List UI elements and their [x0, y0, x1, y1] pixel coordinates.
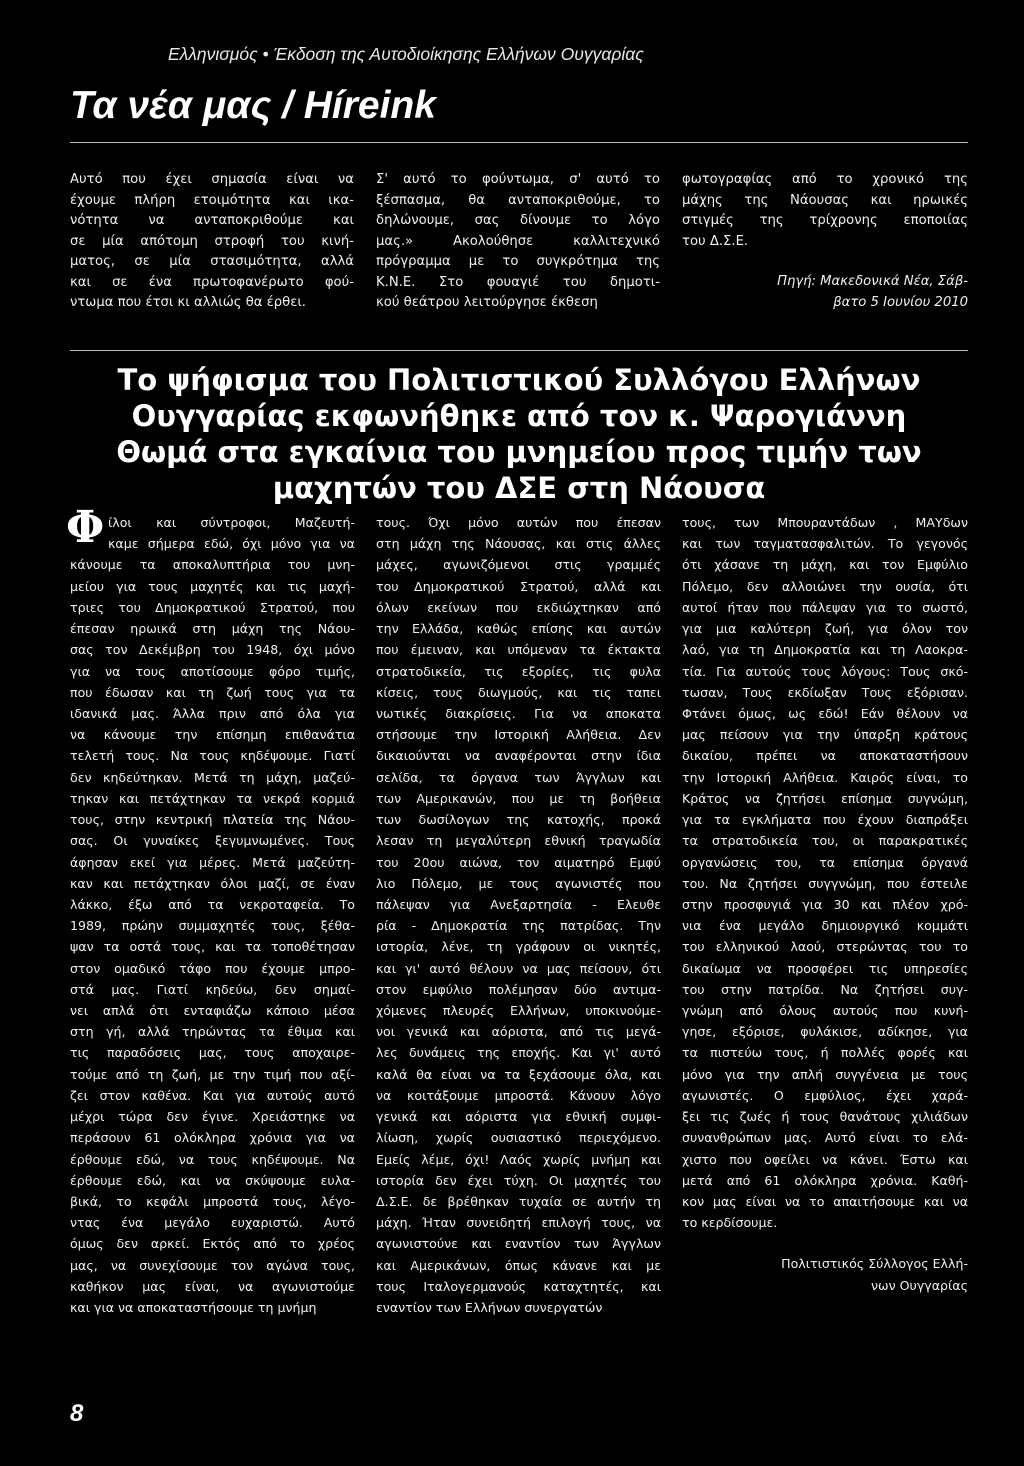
- article-column-2-line: την Ελλάδα, καθώς επίσης και αυτών: [376, 621, 661, 637]
- article-column-2-line: σελίδα, τα όργανα των Άγγλων και: [376, 769, 661, 785]
- article-column-3-text-line: και των ταγματασφαλιτών. Το γεγονός: [682, 536, 968, 552]
- article-column-2-line: χόμενες πλευρές Ελλήνων, υποκινούμε-: [376, 1003, 661, 1019]
- source-credit-line-2: βατο 5 Ιουνίου 2010: [833, 294, 968, 310]
- prev-article-column-1-line: σε μία απότομη στροφή του κινή-: [70, 233, 354, 249]
- article-column-3-text-line: Πόλεμο, δεν αλλοιώνει την ουσία, ότι: [682, 578, 968, 594]
- article-column-2-line: του Δημοκρατικού Στρατού, αλλά και: [376, 578, 661, 594]
- article-column-1-line: μέχρι τώρα δεν έγινε. Χρειάστηκε να: [70, 1109, 355, 1125]
- article-column-1-line: που έδωσαν και τη ζωή τους για τα: [70, 684, 355, 700]
- publication-title: Ελληνισμός • Έκδοση της Αυτοδιοίκησης Ελλήνων Ουγγαρίας: [168, 44, 644, 64]
- article-column-1-line: και για να αποκαταστήσουμε τη μνήμη: [70, 1300, 317, 1316]
- article-column-3-text-line: τα πιστεύω τους, ή πολλές φορές και: [682, 1045, 968, 1061]
- article-column-3-text-line: Κράτος να ζητήσει επίσημα συγνώμη,: [682, 790, 968, 806]
- article-column-1-line: τελετή τους. Να τους κηδέψουμε. Γιατί: [70, 748, 355, 764]
- article-column-2-line: γενικά και αόριστα για εθνική συμφι-: [376, 1109, 661, 1125]
- article-column-3-text-line: το κερδίσουμε.: [682, 1215, 778, 1231]
- article-column-1-line: καμε σήμερα εδώ, όχι μόνο για να: [108, 536, 355, 552]
- article-column-2-line: στον εμφύλιο πολέμησαν δύο αντιμα-: [376, 981, 661, 997]
- article-column-1-line: τις παραδόσεις μας, τους αποχαιρε-: [70, 1045, 355, 1061]
- article-column-2-line: και γι' αυτό θέλουν να μας πείσουν, ότι: [376, 960, 661, 976]
- signature-line-1: Πολιτιστικός Σύλλογος Ελλή-: [781, 1256, 968, 1272]
- article-column-1-line: μείου για τους μαχητές και τις μαχή-: [70, 578, 355, 594]
- prev-article-column-1-line: Αυτό που έχει σημασία είναι να: [70, 172, 354, 187]
- article-column-3-text-line: δικαίωμα να προσφέρει τις υπηρεσίες: [682, 960, 968, 976]
- article-column-1-line: τους, στην κεντρική πλατεία της Νάου-: [70, 812, 355, 828]
- article-column-1-line: έπεσαν ηρωικά στη μάχη της Νάου-: [70, 621, 355, 637]
- prev-article-column-1-line: ματος, σε μία στασιμότητα, αλλά: [70, 254, 354, 269]
- article-column-1-line: δεν κηδεύτηκαν. Μετά τη μάχη, μαζεύ-: [70, 769, 355, 785]
- article-column-3-text-line: συνανθρώπων μας. Αυτό είναι το ελά-: [682, 1130, 968, 1146]
- prev-article-column-2-line: Κ.Ν.Ε. Στο φουαγιέ του δημοτι-: [376, 274, 660, 290]
- article-column-2-line: ρία - Δημοκρατία της πατρίδας. Την: [376, 918, 661, 934]
- prev-article-column-1: [70, 170, 354, 314]
- prev-article-column-1-line: ντωμα που έτσι κι αλλιώς θα έρθει.: [70, 295, 307, 310]
- article-column-3-text-line: του ελληνικού λαού, στερώντας του το: [682, 939, 968, 955]
- article-column-1-line: άφησαν εκεί για μέρες. Μετά μαζεύτη-: [70, 854, 355, 870]
- prev-article-column-1-line: νότητα να ανταποκριθούμε και: [70, 213, 354, 228]
- article-headline-line: Ουγγαρίας εκφωνήθηκε από τον κ. Ψαρογιάννη: [131, 399, 907, 433]
- article-column-2-line: κίσεις, τους διωγμούς, και τις ταπει: [376, 684, 661, 700]
- article-column-2-line: δικαιούνται να αναφέρονται στην ίδια: [376, 748, 661, 764]
- article-column-2-line: τους. Όχι μόνο αυτών που έπεσαν: [376, 515, 661, 530]
- article-column-2-line: στη μάχη της Νάουσας, και στις άλλες: [376, 536, 661, 552]
- article-column-2-line: εναντίον των Ελλήνων συνεργατών: [376, 1300, 603, 1316]
- article-column-1-line: λάκκο, έξω από τα νεκροταφεία. Το: [70, 896, 355, 912]
- drop-cap: Φ: [66, 502, 105, 553]
- article-column-1-line: 1989, πρώην συμμαχητές τους, ξέθα-: [70, 918, 355, 934]
- article-column-3-text-line: ξει τις ζωές ή τους θανάτους χιλιάδων: [682, 1109, 968, 1125]
- article-column-1-line: τριες του Δημοκρατικού Στρατού, που: [70, 599, 355, 615]
- article-column-3-text-line: λαό, για τη Δημοκρατία και τη Λαοκρα-: [682, 642, 968, 658]
- prev-article-column-3: [682, 170, 968, 313]
- article-column-2-line: ιστορία, λένε, τη γράφουν οι νικητές,: [376, 939, 661, 955]
- article-column-1-line: νει απλά ότι ενταφιάζω κάποιο μέσα: [70, 1003, 355, 1019]
- article-column-3-text-line: του στην πατρίδα. Να ζητήσει συγ-: [682, 981, 968, 997]
- article-column-3-text-line: για μια καλύτερη ζωή, για όλον τον: [682, 621, 968, 637]
- prev-article-column-3-text-line: φωτογραφίας από το χρονικό της: [682, 172, 968, 187]
- article-column-2-line: στήσουμε την Ιστορική Αλήθεια. Δεν: [376, 727, 661, 743]
- article-column-3: [682, 512, 968, 1296]
- prev-article-column-1-line: έχουμε πλήρη ετοιμότητα και ικα-: [70, 192, 354, 208]
- prev-article-column-3-text-line: μάχης της Νάουσας και ηρωικές: [682, 192, 968, 208]
- article-column-1-line: ιδανικά μας. Άλλα πριν από όλα για: [70, 705, 355, 721]
- article-column-2-line: λίωση, χωρίς ουσιαστικό περιεχόμενο.: [376, 1130, 661, 1146]
- prev-article-column-2-line: κού θεάτρου λειτούργησε έκθεση: [376, 295, 598, 310]
- article-column-2-line: νοι γενικά και αόριστα, από τις μεγά-: [376, 1024, 661, 1040]
- article-column-3-text-line: μόνο για την απλή συγγένεια με τους: [682, 1066, 968, 1082]
- article-column-2-line: Εμείς λέμε, όχι! Λαός χωρίς μνήμη και: [376, 1151, 661, 1167]
- article-column-2-line: αγωνιστούνε και εναντίον των Άγγλων: [376, 1236, 661, 1252]
- prev-article-column-2-line: μας.» Ακολούθησε καλλιτεχνικό: [376, 233, 660, 249]
- article-column-1-line: τηκαν και πετάχτηκαν τα νεκρά κορμιά: [70, 790, 355, 806]
- article-column-3-text-line: τα στρατοδικεία του, οι παρακρατικές: [682, 833, 968, 849]
- source-credit-line-1: Πηγή: Μακεδονικά Νέα, Σάβ-: [777, 274, 968, 289]
- article-column-1-line: κάνουμε τα αποκαλυπτήρια του μνη-: [70, 557, 355, 573]
- prev-article-column-2-line: πρόγραμμα με το συγκρότημα της: [376, 254, 660, 269]
- article-column-2-line: Δ.Σ.Ε. δε βρέθηκαν τυχαία σε αυτήν τη: [376, 1194, 661, 1209]
- article-column-1-line: περάσουν 61 ολόκληρα χρόνια για να: [70, 1130, 355, 1146]
- article-headline-line: Το ψήφισμα του Πολιτιστικού Συλλόγου Ελλήνων: [117, 363, 921, 397]
- article-column-2-line: των δωσίλογων της κατοχής, προκά: [376, 812, 661, 828]
- article-column-1-line: σας. Οι γυναίκες ξεγυμνωμένες. Τους: [70, 833, 355, 849]
- article-column-2-line: ιστορία δεν έχει τύχη. Οι μαχητές του: [376, 1172, 661, 1188]
- article-column-3-text-line: οργανώσεις του, τα επίσημα όργανά: [682, 854, 968, 870]
- prev-article-column-3-text-line: στιγμές της τρίχρονης εποποιίας: [682, 213, 968, 228]
- article-column-3-text-line: μας πείσουν για την ύπαρξη κράτους: [682, 727, 968, 743]
- article-column-1-line: ψαν τα οστά τους, και τα τοποθέτησαν: [70, 939, 355, 955]
- article-column-3-text: [682, 512, 968, 1233]
- article-column-2-line: όλων εκείνων που εκδιώχτηκαν από: [376, 599, 661, 615]
- article-column-1-line: σας τον Δεκέμβρη του 1948, όχι μόνο: [70, 642, 355, 658]
- article-column-3-text-line: τωσαν, Τους εκδίωξαν Τους εξόρισαν.: [682, 684, 968, 700]
- article-column-1-line: καν και πετάχτηκαν όλοι μαζί, σε έναν: [70, 875, 355, 891]
- article-column-1-line: έρθουμε εδώ, και να σκύψουμε ευλα-: [70, 1172, 355, 1188]
- article-column-3-text-line: γησε, εξόρισε, φυλάκισε, αδίκησε, για: [682, 1024, 968, 1040]
- prev-article-column-3-text-line: του Δ.Σ.Ε.: [682, 233, 749, 249]
- article-column-1-line: τούμε από τη ζωή, με την τιμή που αξί-: [70, 1066, 355, 1082]
- article-column-2-line: μάχη. Ήταν συνειδητή επιλογή τους, να: [376, 1215, 661, 1231]
- prev-article-column-2-line: δηλώνουμε, σας δίνουμε το λόγο: [376, 213, 660, 228]
- article-column-2-line: μάχες, αγωνιζόμενοι στις γραμμές: [376, 557, 661, 573]
- article-headline-line: μαχητών του ΔΣΕ στη Νάουσα: [272, 471, 766, 505]
- article-column-2-line: λες δυνάμεις της εποχής. Και γι' αυτό: [376, 1045, 661, 1061]
- article-column-2-line: καλά θα είναι να τα ξεχάσουμε όλα, και: [376, 1066, 661, 1082]
- article-column-1: [70, 512, 355, 1318]
- article-column-2-line: να κοιτάξουμε μπροστά. Κάνουν λόγο: [376, 1087, 661, 1103]
- section-title: Τα νέα μας / Híreink: [70, 84, 436, 127]
- article-column-2-line: λιο Πόλεμο, με τους αγωνιστές που: [376, 875, 661, 891]
- top-divider: [70, 142, 968, 143]
- article-column-3-text-line: κον μας είναι να το απαιτήσουμε και να: [682, 1194, 968, 1209]
- article-divider: [70, 350, 968, 351]
- article-column-3-text-line: αγωνιστές. Ο εμφύλιος, έχει χαρά-: [682, 1087, 968, 1103]
- article-column-1-line: μας, να συνεχίσουμε τον αγώνα τους,: [70, 1257, 355, 1273]
- article-column-3-text-line: ότι χάσανε τη μάχη, και τον Εμφύλιο: [682, 557, 968, 573]
- article-column-2-line: που έμειναν, και υπόμεναν τα έκτακτα: [376, 642, 661, 658]
- article-column-3-text-line: τους, των Μπουραντάδων , ΜΑΥδων: [682, 515, 968, 530]
- article-headline: [70, 362, 968, 506]
- prev-article-column-2: [376, 170, 660, 314]
- page-number: 8: [70, 1400, 84, 1427]
- article-column-1-line: στη γή, αλλά τηρώντας τα έθιμα και: [70, 1024, 355, 1040]
- article-column-2-line: στρατοδικεία, τις εξορίες, τις φυλα: [376, 663, 661, 679]
- article-column-3-text-line: Φτάνει όμως, ως εδώ! Εάν θέλουν να: [682, 705, 968, 721]
- article-column-3-text-line: νια ένα μεγάλο δημιουργικό κομμάτι: [682, 918, 968, 934]
- article-column-3-text-line: δικαίου, πρέπει να αποκαταστήσουν: [682, 748, 968, 764]
- signature-line-2: νων Ουγγαρίας: [871, 1277, 968, 1293]
- article-column-2-line: του 20ου αιώνα, τον αιματηρό Εμφύ: [376, 854, 661, 870]
- article-column-1-line: ντας ένα μεγάλο ευχαριστώ. Αυτό: [70, 1215, 355, 1231]
- article-column-3-text-line: για τα εγκλήματα που έχουν διαπράξει: [682, 812, 968, 828]
- article-headline-line: Θωμά στα εγκαίνια του μνημείου προς τιμήν των: [116, 435, 922, 469]
- article-column-1-line: ζει στον καθένα. Και για αυτούς αυτό: [70, 1087, 355, 1103]
- article-column-3-text-line: μετά από 61 ολόκληρα χρόνια. Καθή-: [682, 1172, 968, 1188]
- article-column-3-text-line: την Ιστορική Αλήθεια. Καιρός είναι, το: [682, 769, 968, 785]
- article-column-2-line: πάλεψαν για Ανεξαρτησία - Ελευθε: [376, 896, 661, 912]
- article-column-1-line: βικά, το κεφάλι μπροστά τους, λέγο-: [70, 1194, 355, 1209]
- article-column-2-line: και Αμερικάνων, όπως κάνανε και με: [376, 1257, 661, 1273]
- article-column-1-line: όμως δεν αρκεί. Εκτός από το χρέος: [70, 1236, 355, 1252]
- prev-article-column-1-line: και σε ένα πρωτοφανέρωτο φού-: [70, 274, 354, 290]
- article-column-2-line: των Αμερικανών, που με τη βοήθεια: [376, 790, 661, 806]
- article-column-3-text-line: γνώμη από όλους αυτούς που κυνή-: [682, 1003, 968, 1019]
- article-column-3-text-line: του. Να ζητήσει συγγνώμη, που έστειλε: [682, 875, 968, 891]
- article-column-1-line: στά μας. Γιατί κηδεύω, δεν σημαί-: [70, 981, 355, 997]
- prev-article-column-2-line: ξέσπασμα, θα ανταποκριθούμε, το: [376, 192, 660, 208]
- prev-article-column-2-line: Σ' αυτό το φούντωμα, σ' αυτό το: [376, 172, 660, 187]
- article-column-1-line: για να τους αποτίσουμε φόρο τιμής,: [70, 663, 355, 679]
- article-column-3-text-line: αυτοί ήταν που πάλεψαν για το σωστό,: [682, 599, 968, 615]
- article-column-2-line: λεσαν τη μεγαλύτερη εθνική τραγωδία: [376, 833, 661, 849]
- article-column-1-line: στον ομαδικό τάφο που έχουμε μπρο-: [70, 960, 355, 976]
- article-column-1-line: να κάνουμε την επίσημη επιθανάτια: [70, 727, 355, 743]
- article-column-3-text-line: στην προσφυγιά για 30 και πλέον χρό-: [682, 896, 968, 912]
- article-column-2-line: τους Ιταλογερμανούς καταχτητές, και: [376, 1278, 661, 1294]
- article-column-1-line: ίλοι και σύντροφοι, Μαζευτή-: [108, 515, 355, 530]
- prev-article-column-3-text: [682, 170, 968, 252]
- article-column-1-line: έρθουμε εδώ, να τους κηδέψουμε. Να: [70, 1151, 355, 1167]
- article-column-2-line: νωτικές διακρίσεις. Για να αποκατα: [376, 705, 661, 721]
- article-column-3-text-line: χιστο που οφείλει να κάνει. Έστω και: [682, 1151, 968, 1167]
- article-column-2: [376, 512, 661, 1318]
- article-column-1-line: καθήκον μας είναι, να αγωνιστούμε: [70, 1278, 355, 1294]
- article-column-3-text-line: τία. Για αυτούς τους λόγους: Τους σκό-: [682, 663, 968, 679]
